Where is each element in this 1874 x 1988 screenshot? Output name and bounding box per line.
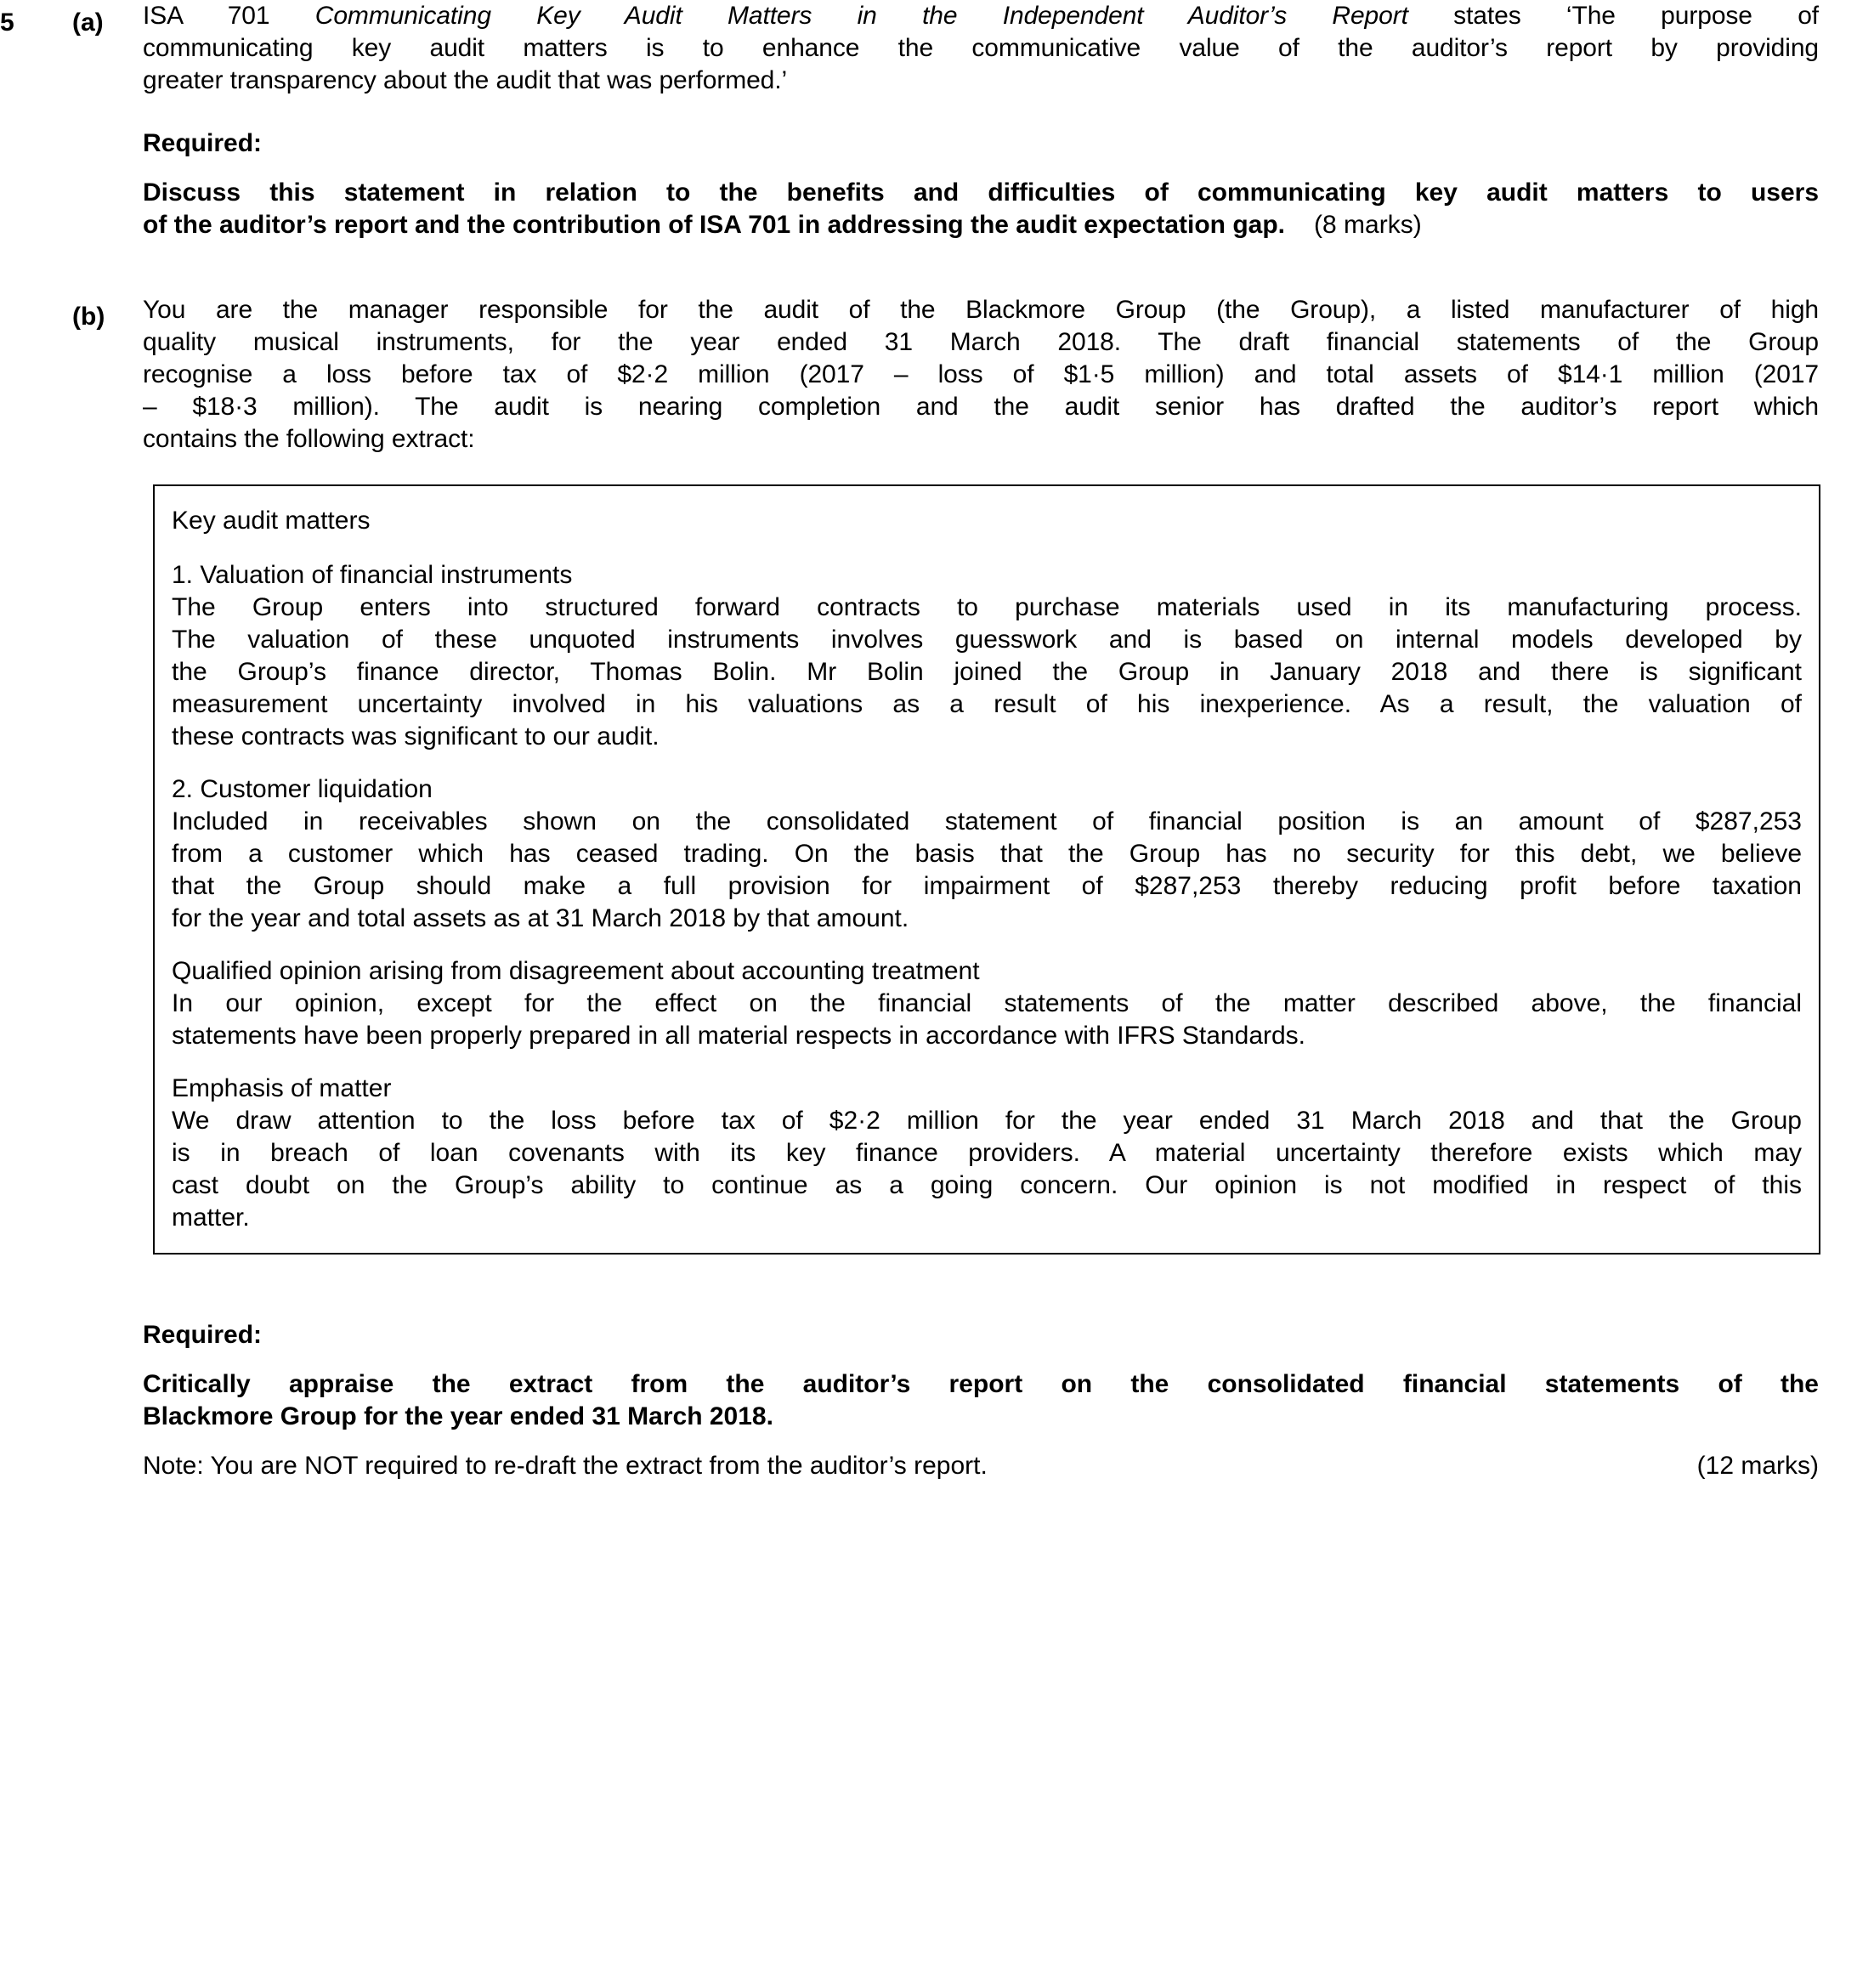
part-a-intro-paragraph bbox=[143, 0, 1819, 97]
part-b-required-line-2: Blackmore Group for the year ended 31 March 2018. bbox=[143, 1402, 773, 1430]
extract-s4-line-3: cast doubt on the Group’s ability to continue as a going concern. Our opinion is not modified in respect of this bbox=[172, 1171, 1802, 1199]
isa-suffix-text: states ‘The purpose of bbox=[1407, 2, 1820, 30]
extract-section-3-heading: Qualified opinion arising from disagreement about accounting treatment bbox=[172, 957, 980, 985]
extract-s4-line-2: is in breach of loan covenants with its key finance providers. A material uncertainty therefore exists which may bbox=[172, 1139, 1802, 1167]
extract-s1-line-3: the Group’s finance director, Thomas Bolin. Mr Bolin joined the Group in January 2018 and there is significant bbox=[172, 658, 1802, 686]
part-b-required-label: Required: bbox=[143, 1321, 263, 1349]
part-b-intro-line-2: quality musical instruments, for the year ended 31 March 2018. The draft financial statements of the Group bbox=[143, 328, 1819, 356]
part-a-intro-line-3: greater transparency about the audit that was performed.’ bbox=[143, 66, 788, 94]
extract-section-2 bbox=[172, 773, 1802, 935]
part-a-required-line-2-text: of the auditor’s report and the contribution of ISA 701 in addressing the audit expectation gap. bbox=[143, 211, 1286, 239]
part-a-required-label: Required: bbox=[143, 129, 263, 157]
question-number: 5 bbox=[0, 8, 14, 37]
extract-section-4 bbox=[172, 1073, 1802, 1234]
part-b-intro-line-5: contains the following extract: bbox=[143, 425, 475, 453]
extract-s1-line-2: The valuation of these unquoted instruments involves guesswork and is based on internal models developed by bbox=[172, 626, 1802, 654]
part-b-required-text bbox=[143, 1368, 1819, 1433]
question-number-spacer bbox=[0, 294, 72, 301]
extract-title: Key audit matters bbox=[172, 507, 371, 535]
required-label-spacer bbox=[72, 1319, 143, 1326]
extract-section-1 bbox=[172, 559, 1802, 753]
isa-title-italic: Communicating Key Audit Matters in the Independent Auditor’s Report bbox=[314, 2, 1408, 30]
question-part-a bbox=[0, 0, 1819, 241]
part-label-a: (a) bbox=[72, 8, 104, 37]
part-label-b: (b) bbox=[72, 303, 105, 331]
extract-section-2-heading: 2. Customer liquidation bbox=[172, 775, 433, 803]
extract-section-4-heading: Emphasis of matter bbox=[172, 1074, 392, 1102]
part-a-intro-line-2: communicating key audit matters is to enhance the communicative value of the auditor’s report by providing bbox=[143, 34, 1819, 62]
part-a-required-text bbox=[143, 177, 1819, 241]
extract-s2-line-4: for the year and total assets as at 31 March 2018 by that amount. bbox=[172, 904, 909, 932]
part-b-body bbox=[143, 294, 1819, 456]
part-b-intro-paragraph bbox=[143, 294, 1819, 456]
extract-s4-line-4: matter. bbox=[172, 1204, 250, 1232]
auditors-report-extract-box bbox=[153, 484, 1820, 1255]
required-number-spacer bbox=[0, 1319, 72, 1326]
part-b-intro-line-3: recognise a loss before tax of $2·2 million (2017 – loss of $1·5 million) and total assets of $14·1 million (2017 bbox=[143, 360, 1819, 388]
extract-s2-line-3: that the Group should make a full provision for impairment of $287,253 thereby reducing profit before taxation bbox=[172, 872, 1802, 900]
extract-s2-line-2: from a customer which has ceased trading. On the basis that the Group has no security for this debt, we believe bbox=[172, 840, 1802, 868]
extract-s2-line-1: Included in receivables shown on the consolidated statement of financial position is an amount of $287,253 bbox=[172, 807, 1802, 835]
part-a-intro-line-1 bbox=[143, 0, 1819, 32]
extract-s4-line-1: We draw attention to the loss before tax of $2·2 million for the year ended 31 March 2018 and that the Group bbox=[172, 1107, 1802, 1135]
part-a-marks: (8 marks) bbox=[1314, 211, 1422, 239]
part-b-required-line-1: Critically appraise the extract from the auditor’s report on the consolidated financial statements of the bbox=[143, 1370, 1819, 1398]
extract-section-2-body bbox=[172, 806, 1802, 935]
part-b-marks: (12 marks) bbox=[1696, 1452, 1819, 1480]
extract-s1-line-5: these contracts was significant to our audit. bbox=[172, 722, 660, 750]
isa-prefix-text: ISA 701 bbox=[143, 2, 315, 30]
extract-s1-line-1: The Group enters into structured forward contracts to purchase materials used in its manufacturing process. bbox=[172, 593, 1802, 621]
extract-s3-line-2: statements have been properly prepared in all material respects in accordance with IFRS Standards. bbox=[172, 1022, 1306, 1050]
part-b-intro-line-1: You are the manager responsible for the audit of the Blackmore Group (the Group), a listed manufacturer of high bbox=[143, 296, 1819, 324]
part-b-note-text: Note: You are NOT required to re-draft the extract from the auditor’s report. bbox=[143, 1452, 988, 1480]
extract-s3-line-1: In our opinion, except for the effect on the financial statements of the matter described above, the financial bbox=[172, 989, 1802, 1017]
part-b-required-body bbox=[143, 1319, 1819, 1482]
part-a-required-line-1: Discuss this statement in relation to the benefits and difficulties of communicating key audit matters to users bbox=[143, 178, 1819, 207]
part-a-required-line-2 bbox=[143, 209, 1819, 241]
part-b-note-row bbox=[143, 1450, 1819, 1482]
extract-s1-line-4: measurement uncertainty involved in his valuations as a result of his inexperience. As a result, the valuation of bbox=[172, 690, 1802, 718]
extract-section-3-body bbox=[172, 988, 1802, 1052]
question-part-b bbox=[0, 294, 1819, 456]
extract-section-4-body bbox=[172, 1105, 1802, 1234]
part-a-body bbox=[143, 0, 1819, 241]
extract-section-1-body bbox=[172, 592, 1802, 753]
extract-section-1-heading: 1. Valuation of financial instruments bbox=[172, 561, 573, 589]
part-b-required-row bbox=[0, 1319, 1819, 1482]
extract-section-3 bbox=[172, 955, 1802, 1052]
part-b-intro-line-4: – $18·3 million). The audit is nearing completion and the audit senior has drafted the auditor’s report which bbox=[143, 393, 1819, 421]
